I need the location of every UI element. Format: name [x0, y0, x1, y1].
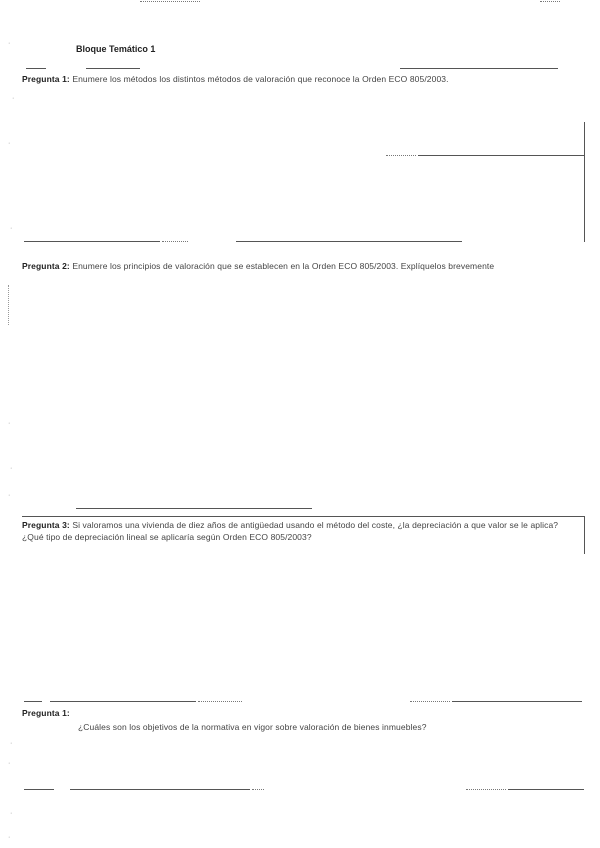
scan-rule: [140, 1, 200, 2]
question-label: Pregunta 3:: [22, 520, 70, 530]
scan-speck: ·: [10, 225, 13, 232]
border-line: [584, 516, 585, 554]
separator-line: [198, 701, 242, 702]
question-3: [22, 519, 580, 543]
scan-speck: ·: [8, 140, 11, 147]
question-label: Pregunta 2:: [22, 261, 70, 271]
border-line: [584, 122, 585, 242]
separator-line: [24, 241, 160, 242]
scan-speck: ·: [12, 95, 15, 102]
separator-line: [508, 789, 584, 790]
question-label: Pregunta 1:: [22, 74, 70, 84]
separator-line: [252, 789, 264, 790]
separator-line: [50, 701, 196, 702]
separator-line: [24, 789, 54, 790]
question-text: Enumere los métodos los distintos métodos de valoración que reconoce la Orden ECO 805/2003.: [72, 74, 449, 84]
scan-speck: ·: [8, 834, 11, 841]
scan-speck: ·: [8, 492, 11, 499]
separator-line: [410, 701, 450, 702]
separator-line: [162, 241, 188, 242]
question-2: [22, 260, 582, 272]
question-text: Si valoramos una vivienda de diez años de antigüedad usando el método del coste, ¿la depreciación a que valor se le aplica? ¿Qué tipo de depreciación lineal se aplicaría según Orden ECO 805/2003?: [22, 520, 559, 542]
separator-line: [22, 516, 584, 517]
question-label: Pregunta 1:: [22, 708, 70, 718]
question-text: Enumere los principios de valoración que se establecen en la Orden ECO 805/2003. Explíquelos brevemente: [72, 261, 495, 271]
separator-line: [236, 241, 462, 242]
question-4-label: [22, 707, 70, 719]
separator-line: [24, 701, 42, 702]
scan-speck: ·: [10, 740, 13, 747]
border-line: [8, 285, 9, 325]
separator-line: [466, 789, 506, 790]
scan-speck: ·: [8, 420, 11, 427]
separator-line: [76, 508, 312, 509]
scan-speck: ·: [10, 810, 13, 817]
scan-rule: [540, 1, 560, 2]
question-1: [22, 73, 582, 85]
separator-line: [86, 68, 140, 69]
separator-line: [400, 68, 558, 69]
scan-speck: ·: [8, 40, 11, 47]
scan-speck: ·: [10, 465, 13, 472]
separator-line: [26, 68, 46, 69]
separator-line: [452, 701, 582, 702]
scan-speck: ·: [8, 760, 11, 767]
question-4-text: [78, 721, 578, 733]
section-title: Bloque Temático 1: [76, 44, 156, 54]
separator-line: [386, 155, 416, 156]
separator-line: [418, 155, 584, 156]
separator-line: [70, 789, 250, 790]
question-text: ¿Cuáles son los objetivos de la normativa en vigor sobre valoración de bienes inmuebles?: [78, 722, 427, 732]
